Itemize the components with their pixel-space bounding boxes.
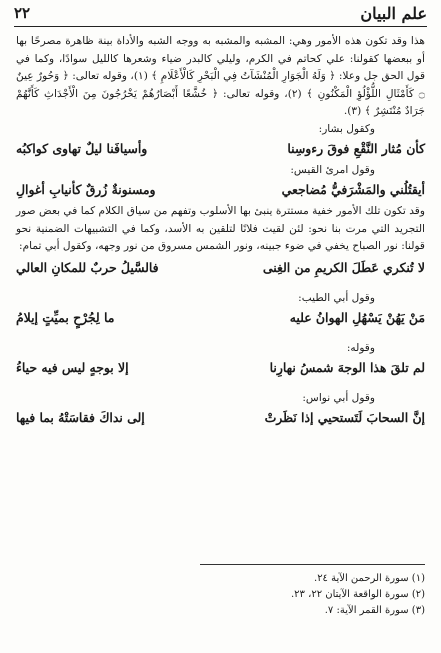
verse-bashar-second-hemistich: وأسيافَنا ليلٌ تهاوى كواكبُه	[16, 140, 148, 156]
verse-abunuwas-first-hemistich: إنَّ السحابَ لَتَستحيي إذا نَظَرتْ	[264, 409, 425, 425]
label-bashar: وكقول بشار:	[318, 122, 375, 135]
verse-imru-second-hemistich: ومسنونةٌ زُرقٌ كأنيابِ أغوالِ	[16, 181, 156, 197]
verse-mutanabbi-first-hemistich: مَنْ يَهُنْ يَسْهُلِ الهوانُ عليه	[289, 309, 425, 325]
verse-abutammam-second-hemistich: فالسَّيلُ حربٌ للمكانِ العالي	[16, 259, 159, 275]
page-number: ٢٢	[14, 4, 31, 22]
verse-bashar-first-hemistich: كأن مُثار النَّقْعِ فوقَ رءوسِنا	[287, 140, 425, 156]
page-body	[16, 33, 425, 431]
verse-abutammam	[16, 257, 425, 279]
header-rule	[14, 26, 427, 27]
verse-qawluh-second-hemistich: إلا بوجهٍ ليس فيه حياءُ	[16, 359, 129, 375]
label-mutanabbi: وقول أبي الطيب:	[298, 291, 375, 304]
label-imru: وقول امرئ القيس:	[290, 163, 375, 176]
header-title: علم البيان	[360, 4, 427, 23]
label-abunuwas: وقول أبي نواس:	[302, 391, 375, 404]
label-qawluh: وقوله:	[346, 341, 375, 354]
running-header	[14, 4, 427, 26]
paragraph-1: هذا وقد تكون هذه الأمور وهي: المشبه والمشبه به ووجه الشبه والأداة بينة ظاهرة مصرحًا بها أو ببعضها كقولنا: علي كحاتم في الكرم، وليلي كالبدر ضياء وشعرها كالليل سوادًا، وكما في قول الحق جل وعلا: ﴿ وَلَهُ الْجَوَارِ الْمُنْشَآتُ فِي الْبَحْرِ كَالْأَعْلَامِ ﴾ (١)، وقوله تعالى: ﴿ وَحُورٌ عِينٌ ۝ كَأَمْثَالِ اللُّؤْلُؤِ الْمَكْنُونِ ﴾ (٢)، وقوله تعالى: ﴿ خُشَّعًا أَبْصَارُهُمْ يَخْرُجُونَ مِنَ الْأَجْدَاثِ كَأَنَّهُمْ جَرَادٌ مُنْتَشِرٌ ﴾ (٣).	[16, 35, 426, 118]
verse-mutanabbi	[16, 307, 425, 329]
verse-bashar	[16, 138, 425, 160]
verse-imru	[16, 179, 425, 201]
paragraph-2: وقد تكون تلك الأمور خفية مستترة ينبئ بها الأسلوب وتفهم من سياق الكلام كما في بعض صور التجريد التي مرت بنا نحو: لئن لقيت فلانًا لتلقين به الأسد، وكما في التشبيهات الضمنية نحو قولنا: نور الصباح يخفي في ضوء جبينه، ونور الشمس مسروق من نور وجهه، وكقول أبي تمام:	[16, 204, 425, 253]
verse-abunuwas	[16, 407, 425, 429]
footnote-rule	[200, 564, 425, 565]
footnote-2: (٢) سورة الواقعة الآيتان ٢٢، ٢٣.	[290, 589, 425, 600]
verse-qawluh-first-hemistich: لم تلقَ هذا الوجهَ شمسُ نهارِنا	[269, 359, 425, 375]
footnote-3: (٣) سورة القمر الآية: ٧.	[324, 605, 425, 616]
verse-abunuwas-second-hemistich: إلى نداكَ فقاسَتْهُ بما فيها	[16, 409, 145, 425]
footnote-1: (١) سورة الرحمن الآية ٢٤.	[314, 573, 425, 584]
verse-abutammam-first-hemistich: لا تُنكري عَطَلَ الكريمِ من الغِنى	[262, 259, 425, 275]
verse-qawluh	[16, 357, 425, 379]
verse-mutanabbi-second-hemistich: ما لِجُرْحٍ بميِّتٍ إيلامُ	[16, 309, 115, 325]
verse-imru-first-hemistich: أيقتُلُني والمَشْرَفيُّ مُضاجعي	[281, 181, 425, 197]
footnotes	[16, 571, 425, 619]
